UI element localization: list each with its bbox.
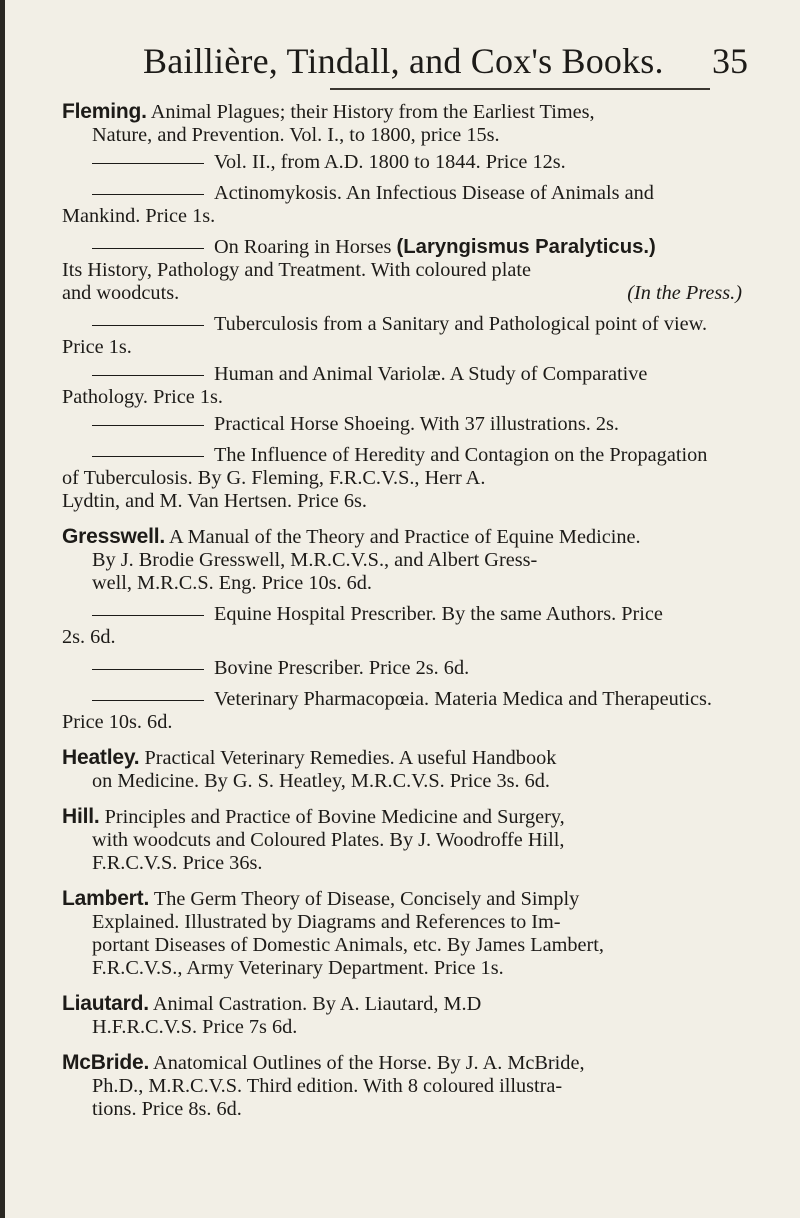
ditto-dash [92,425,204,426]
entry-heatley [62,746,744,793]
work-line: 2s. 6d. [62,626,116,648]
work-equine-medicine [62,525,744,595]
work-line: F.R.C.V.S. Price 36s. [92,852,263,874]
entry-fleming [62,100,744,513]
ditto-dash [92,615,204,616]
running-head: Baillière, Tindall, and Cox's Books. [143,41,664,81]
work-horse-shoeing [62,413,744,436]
page-number: 35 [712,41,748,81]
work-animal-plagues [62,100,744,147]
author-name: McBride. [62,1051,150,1074]
work-line: Animal Castration. By A. Liautard, M.D [152,993,482,1015]
work-line: Explained. Illustrated by Diagrams and References to Im- [92,911,561,933]
author-name: Liautard. [62,992,149,1015]
work-line: Equine Hospital Prescriber. By the same Authors. Price [214,603,663,625]
work-roaring-in-horses [62,236,744,305]
author-name: Lambert. [62,887,150,910]
catalogue-entries [62,100,744,1128]
work-line: Price 1s. [62,336,132,358]
ditto-dash [92,325,204,326]
work-line: Human and Animal Variolæ. A Study of Comparative [214,363,648,385]
work-line: The Influence of Heredity and Contagion on the Propagation [214,444,708,466]
work-line-with-note [62,282,744,305]
work-line: Animal Plagues; their History from the Earliest Times, [150,101,595,123]
work-bovine-prescriber [62,657,744,680]
ditto-dash [92,194,204,195]
work-line: Anatomical Outlines of the Horse. By J. A. McBride, [153,1052,585,1074]
work-line: of Tuberculosis. By G. Fleming, F.R.C.V.S., Herr A. [62,467,486,489]
work-line: Practical Veterinary Remedies. A useful Handbook [144,747,557,769]
work-line: Actinomykosis. An Infectious Disease of Animals and [214,182,654,204]
ditto-dash [92,375,204,376]
author-name: Gresswell. [62,525,166,548]
entry-mcbride [62,1051,744,1121]
work-variolae [62,363,744,409]
entry-liautard [62,992,744,1039]
work-line: Price 10s. 6d. [62,711,173,733]
work-line: On Roaring in Horses [214,236,392,258]
work-equine-prescriber [62,603,744,649]
ditto-dash [92,669,204,670]
work-line: The Germ Theory of Disease, Concisely and Simply [153,888,580,910]
press-note: (In the Press.) [627,282,742,304]
page-edge-shadow [0,0,5,1218]
ditto-dash [92,456,204,457]
work-line: F.R.C.V.S., Army Veterinary Department. Price 1s. [92,957,504,979]
work-line: Lydtin, and M. Van Hertsen. Price 6s. [62,490,367,512]
work-heredity-contagion [62,444,744,513]
work-line: Mankind. Price 1s. [62,205,216,227]
work-subtitle-bold: (Laryngismus Paralyticus.) [396,236,656,258]
author-name: Heatley. [62,746,140,769]
author-name: Hill. [62,805,100,828]
ditto-dash [92,700,204,701]
work-line: Its History, Pathology and Treatment. With coloured plate [62,259,531,281]
work-actinomykosis [62,182,744,228]
work-line: Pathology. Price 1s. [62,386,223,408]
work-line: Nature, and Prevention. Vol. I., to 1800, price 15s. [92,124,500,146]
work-line: Tuberculosis from a Sanitary and Pathological point of view. [214,313,708,335]
work-line: portant Diseases of Domestic Animals, etc. By James Lambert, [92,934,604,956]
work-line: with woodcuts and Coloured Plates. By J. Woodroffe Hill, [92,829,565,851]
work-line: well, M.R.C.S. Eng. Price 10s. 6d. [92,572,372,594]
ditto-dash [92,163,204,164]
work-line: Bovine Prescriber. Price 2s. 6d. [214,657,470,679]
work-line: Vol. II., from A.D. 1800 to 1844. Price 12s. [214,151,566,173]
work-pharmacopoeia [62,688,744,734]
entry-lambert [62,887,744,980]
ditto-dash [92,248,204,249]
entry-hill [62,805,744,875]
work-line: on Medicine. By G. S. Heatley, M.R.C.V.S. Price 3s. 6d. [92,770,551,792]
author-name: Fleming. [62,100,147,123]
work-line: H.F.R.C.V.S. Price 7s 6d. [92,1016,298,1038]
work-line: and woodcuts. [62,282,180,304]
work-line: A Manual of the Theory and Practice of Equine Medicine. [169,526,641,548]
header-rule [330,88,710,90]
work-line: Practical Horse Shoeing. With 37 illustrations. 2s. [214,413,619,435]
work-tuberculosis [62,313,744,359]
work-line: Ph.D., M.R.C.V.S. Third edition. With 8 coloured illustra- [92,1075,563,1097]
work-line: Principles and Practice of Bovine Medicine and Surgery, [104,806,565,828]
work-animal-plagues-vol2 [62,151,744,174]
work-line: By J. Brodie Gresswell, M.R.C.V.S., and Albert Gress- [92,549,538,571]
entry-gresswell [62,525,744,734]
work-line: tions. Price 8s. 6d. [92,1098,242,1120]
work-line: Veterinary Pharmacopœia. Materia Medica and Therapeutics. [214,688,712,710]
page-header [0,40,800,100]
